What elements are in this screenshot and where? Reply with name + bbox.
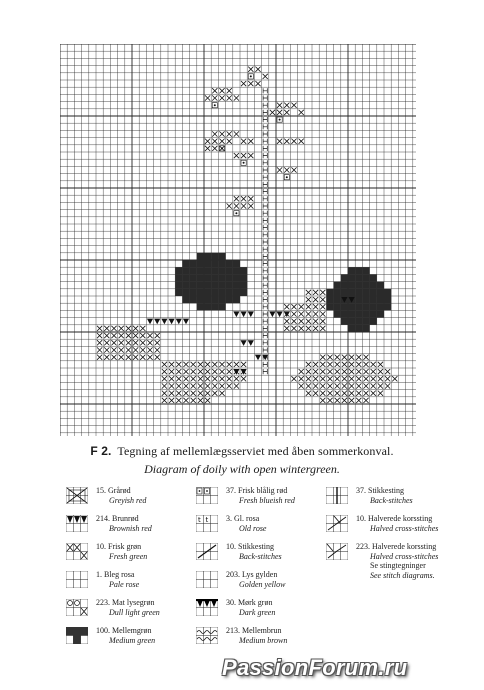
- legend-swatch-icon: [66, 599, 88, 616]
- legend-text: [96, 514, 152, 533]
- legend-text: [356, 486, 413, 505]
- legend-english: Fresh blueish red: [239, 495, 295, 505]
- legend-swatch-icon: [66, 543, 88, 560]
- legend-swatch-icon: [326, 487, 348, 504]
- legend-english: Medium green: [109, 635, 156, 645]
- legend-english: Halved cross-stitches: [370, 551, 439, 561]
- legend-text: [356, 542, 438, 580]
- legend-text: [96, 598, 160, 617]
- legend-english: Dark green: [239, 607, 276, 617]
- legend-english: Pale rose: [109, 579, 140, 589]
- legend-item: [196, 570, 346, 598]
- legend-item: [326, 514, 476, 542]
- legend-item: [66, 570, 216, 598]
- legend-item: [326, 486, 476, 514]
- caption-english: Diagram of doily with open wintergreen.: [144, 462, 340, 476]
- svg-text:t: t: [198, 516, 201, 524]
- legend-danish: 1. Bleg rosa: [96, 570, 135, 579]
- legend-item: [196, 626, 346, 654]
- figure-label: F 2.: [90, 444, 112, 458]
- legend-text: [96, 542, 147, 561]
- legend-item: [66, 598, 216, 626]
- legend-swatch-icon: [196, 515, 218, 532]
- legend-english: Dull light green: [109, 607, 160, 617]
- legend-item: [196, 514, 346, 542]
- legend-item: [66, 542, 216, 570]
- legend-english: Medium brown: [239, 635, 288, 645]
- legend-text: [96, 486, 146, 505]
- legend-note-danish: Se stingtegninger: [370, 561, 426, 570]
- legend-item: [66, 486, 216, 514]
- legend-english: Old rose: [239, 523, 267, 533]
- legend-swatch-icon: [196, 543, 218, 560]
- legend-item: [196, 598, 346, 626]
- legend-column-2: [196, 486, 346, 654]
- legend-text: [96, 570, 139, 589]
- legend-item: [326, 542, 476, 586]
- legend-danish: 10. Frisk grøn: [96, 542, 142, 551]
- legend-column-1: [66, 486, 216, 654]
- legend-english: Greyish red: [109, 495, 147, 505]
- legend-danish: 223. Mat lysegrøn: [96, 598, 155, 607]
- cross-stitch-chart: [60, 44, 416, 436]
- legend-swatch-icon: [196, 571, 218, 588]
- legend-danish: 203. Lys gylden: [226, 570, 278, 579]
- legend-text: [226, 514, 266, 533]
- legend-text: [226, 542, 282, 561]
- legend-danish: 37. Frisk blålig rød: [226, 486, 288, 495]
- legend-item: [196, 486, 346, 514]
- legend-danish: 223. Halverede korssting: [356, 542, 437, 551]
- legend-swatch-icon: [66, 571, 88, 588]
- chart-grid: [60, 44, 416, 436]
- legend-column-3: [326, 486, 476, 586]
- caption-danish: [0, 444, 484, 459]
- legend-text: [226, 570, 285, 589]
- legend-english: Back-stitches: [370, 495, 413, 505]
- legend-danish: 3. Gl. rosa: [226, 514, 260, 523]
- legend-danish: 10. Stikkesting: [226, 542, 275, 551]
- legend-english: Halved cross-stitches: [370, 523, 439, 533]
- legend-note-english: See stitch diagrams.: [370, 570, 435, 580]
- legend-text: [226, 626, 287, 645]
- caption-danish-text: Tegning af mellemlægsserviet med åben sommerkonval.: [117, 444, 394, 458]
- legend-swatch-icon: [326, 515, 348, 532]
- legend-text: [96, 626, 155, 645]
- legend-danish: 15. Grårød: [96, 486, 131, 495]
- legend-english: Fresh green: [109, 551, 148, 561]
- legend-item: [66, 626, 216, 654]
- legend-swatch-icon: [326, 543, 348, 560]
- legend-swatch-icon: [66, 487, 88, 504]
- legend-swatch-icon: [196, 627, 218, 644]
- watermark-logo: PassionForum.ru: [222, 655, 408, 680]
- legend-english: Brownish red: [109, 523, 152, 533]
- legend-english: Back-stitches: [239, 551, 282, 561]
- legend-danish: 30. Mørk grøn: [226, 598, 273, 607]
- legend-item: [66, 514, 216, 542]
- legend-swatch-icon: [66, 515, 88, 532]
- legend-text: [226, 598, 275, 617]
- legend-danish: 213. Mellembrun: [226, 626, 282, 635]
- legend-text: [226, 486, 295, 505]
- legend-danish: 214. Brunrød: [96, 514, 139, 523]
- legend-english: Golden yellow: [239, 579, 286, 589]
- legend-danish: 100. Mellemgrøn: [96, 626, 152, 635]
- legend-danish: 37. Stikkesting: [356, 486, 405, 495]
- legend-swatch-icon: [196, 487, 218, 504]
- legend-danish: 10. Halverede korssting: [356, 514, 433, 523]
- legend-swatch-icon: [196, 599, 218, 616]
- legend-swatch-icon: [66, 627, 88, 644]
- svg-text:t: t: [205, 516, 209, 524]
- legend-text: [356, 514, 438, 533]
- legend-item: [196, 542, 346, 570]
